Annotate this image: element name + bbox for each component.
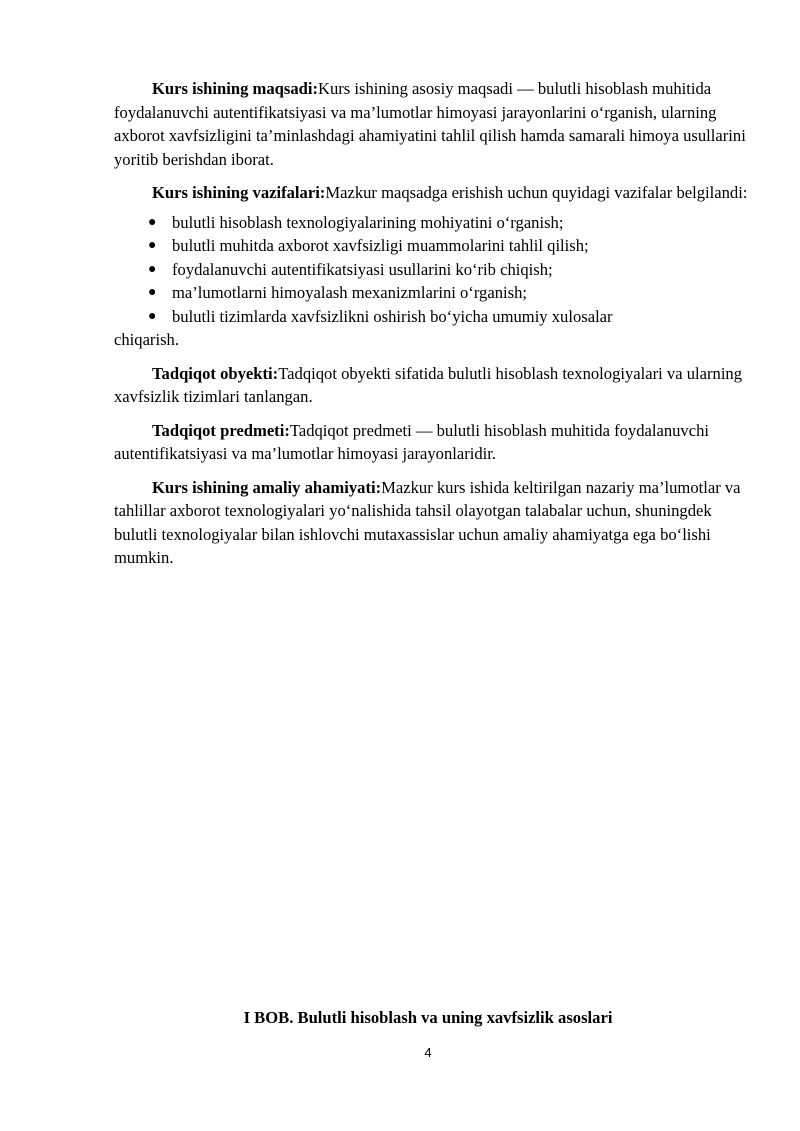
text-maqsad: Kurs ishining asosiy maqsadi — bulutli hisoblash muhitida foydalanuvchi autentifikatsiyasi va ma’lumotlar himoyasi jarayonlarini o‘rganish, ularning axborot xavfsizligini ta’minlashdagi ahamiyatini tahlil qilish hamda samarali himoya usullarini yoritib berishdan iborat. xyxy=(114,79,746,169)
paragraph-ahamiyat xyxy=(114,476,748,570)
list-item xyxy=(148,281,748,305)
bullet-icon: ● xyxy=(148,261,157,277)
list-item xyxy=(148,305,748,329)
page-number: 4 xyxy=(424,1045,432,1060)
list-item-text: foydalanuvchi autentifikatsiyasi usullarini ko‘rib chiqish; xyxy=(172,259,553,279)
bullet-icon: ● xyxy=(148,238,157,253)
text-vazifalar: Mazkur maqsadga erishish uchun quyidagi vazifalar belgilandi: xyxy=(325,183,748,202)
text-ahamiyat: Mazkur kurs ishida keltirilgan nazariy ma’lumotlar va tahlillar axborot texnologiyalari yo‘nalishida tahsil olayotgan talabalar uchun, shuningdek bulutli texnologiyalar bilan ishlovchi mutaxassislar uchun amaliy ahamiyatga ega bo‘lishi mumkin. xyxy=(114,477,741,567)
paragraph-maqsad xyxy=(114,77,748,171)
bullet-icon: ● xyxy=(148,308,157,324)
list-item xyxy=(148,258,748,282)
task-list xyxy=(114,211,748,329)
heading-obyekt: Tadqiqot obyekti: xyxy=(152,363,279,383)
chapter-title: I BOB. Bulutli hisoblash va uning xavfsizlik asoslari xyxy=(243,1008,613,1027)
task-list-tail: chiqarish. xyxy=(114,330,179,349)
list-item-text: bulutli hisoblash texnologiyalarining mohiyatini o‘rganish; xyxy=(172,212,564,232)
bullet-icon: ● xyxy=(148,214,157,230)
text-obyekt: Tadqiqot obyekti sifatida bulutli hisoblash texnologiyalari va ularning xavfsizlik tizimlari tanlangan. xyxy=(114,363,743,406)
paragraph-predmet xyxy=(114,419,748,466)
text-predmet: Tadqiqot predmeti — bulutli hisoblash muhitida foydalanuvchi autentifikatsiyasi va ma’lumotlar himoyasi jarayonlaridir. xyxy=(114,420,710,463)
list-item xyxy=(148,234,748,258)
list-item xyxy=(148,211,748,235)
list-item-text: ma’lumotlarni himoyalash mexanizmlarini o‘rganish; xyxy=(172,283,527,302)
paragraph-vazifalar xyxy=(114,181,748,205)
heading-predmet: Tadqiqot predmeti: xyxy=(152,420,290,440)
list-item-text: bulutli muhitda axborot xavfsizligi muammolarini tahlil qilish; xyxy=(172,236,589,255)
document-body xyxy=(114,77,748,580)
paragraph-obyekt xyxy=(114,362,748,409)
heading-ahamiyat: Kurs ishining amaliy ahamiyati: xyxy=(152,477,382,497)
list-item-text: bulutli tizimlarda xavfsizlikni oshirish bo‘yicha umumiy xulosalar xyxy=(172,306,613,326)
bullet-icon: ● xyxy=(148,285,157,300)
heading-maqsad: Kurs ishining maqsadi: xyxy=(152,79,318,98)
heading-vazifalar: Kurs ishining vazifalari: xyxy=(152,183,326,202)
